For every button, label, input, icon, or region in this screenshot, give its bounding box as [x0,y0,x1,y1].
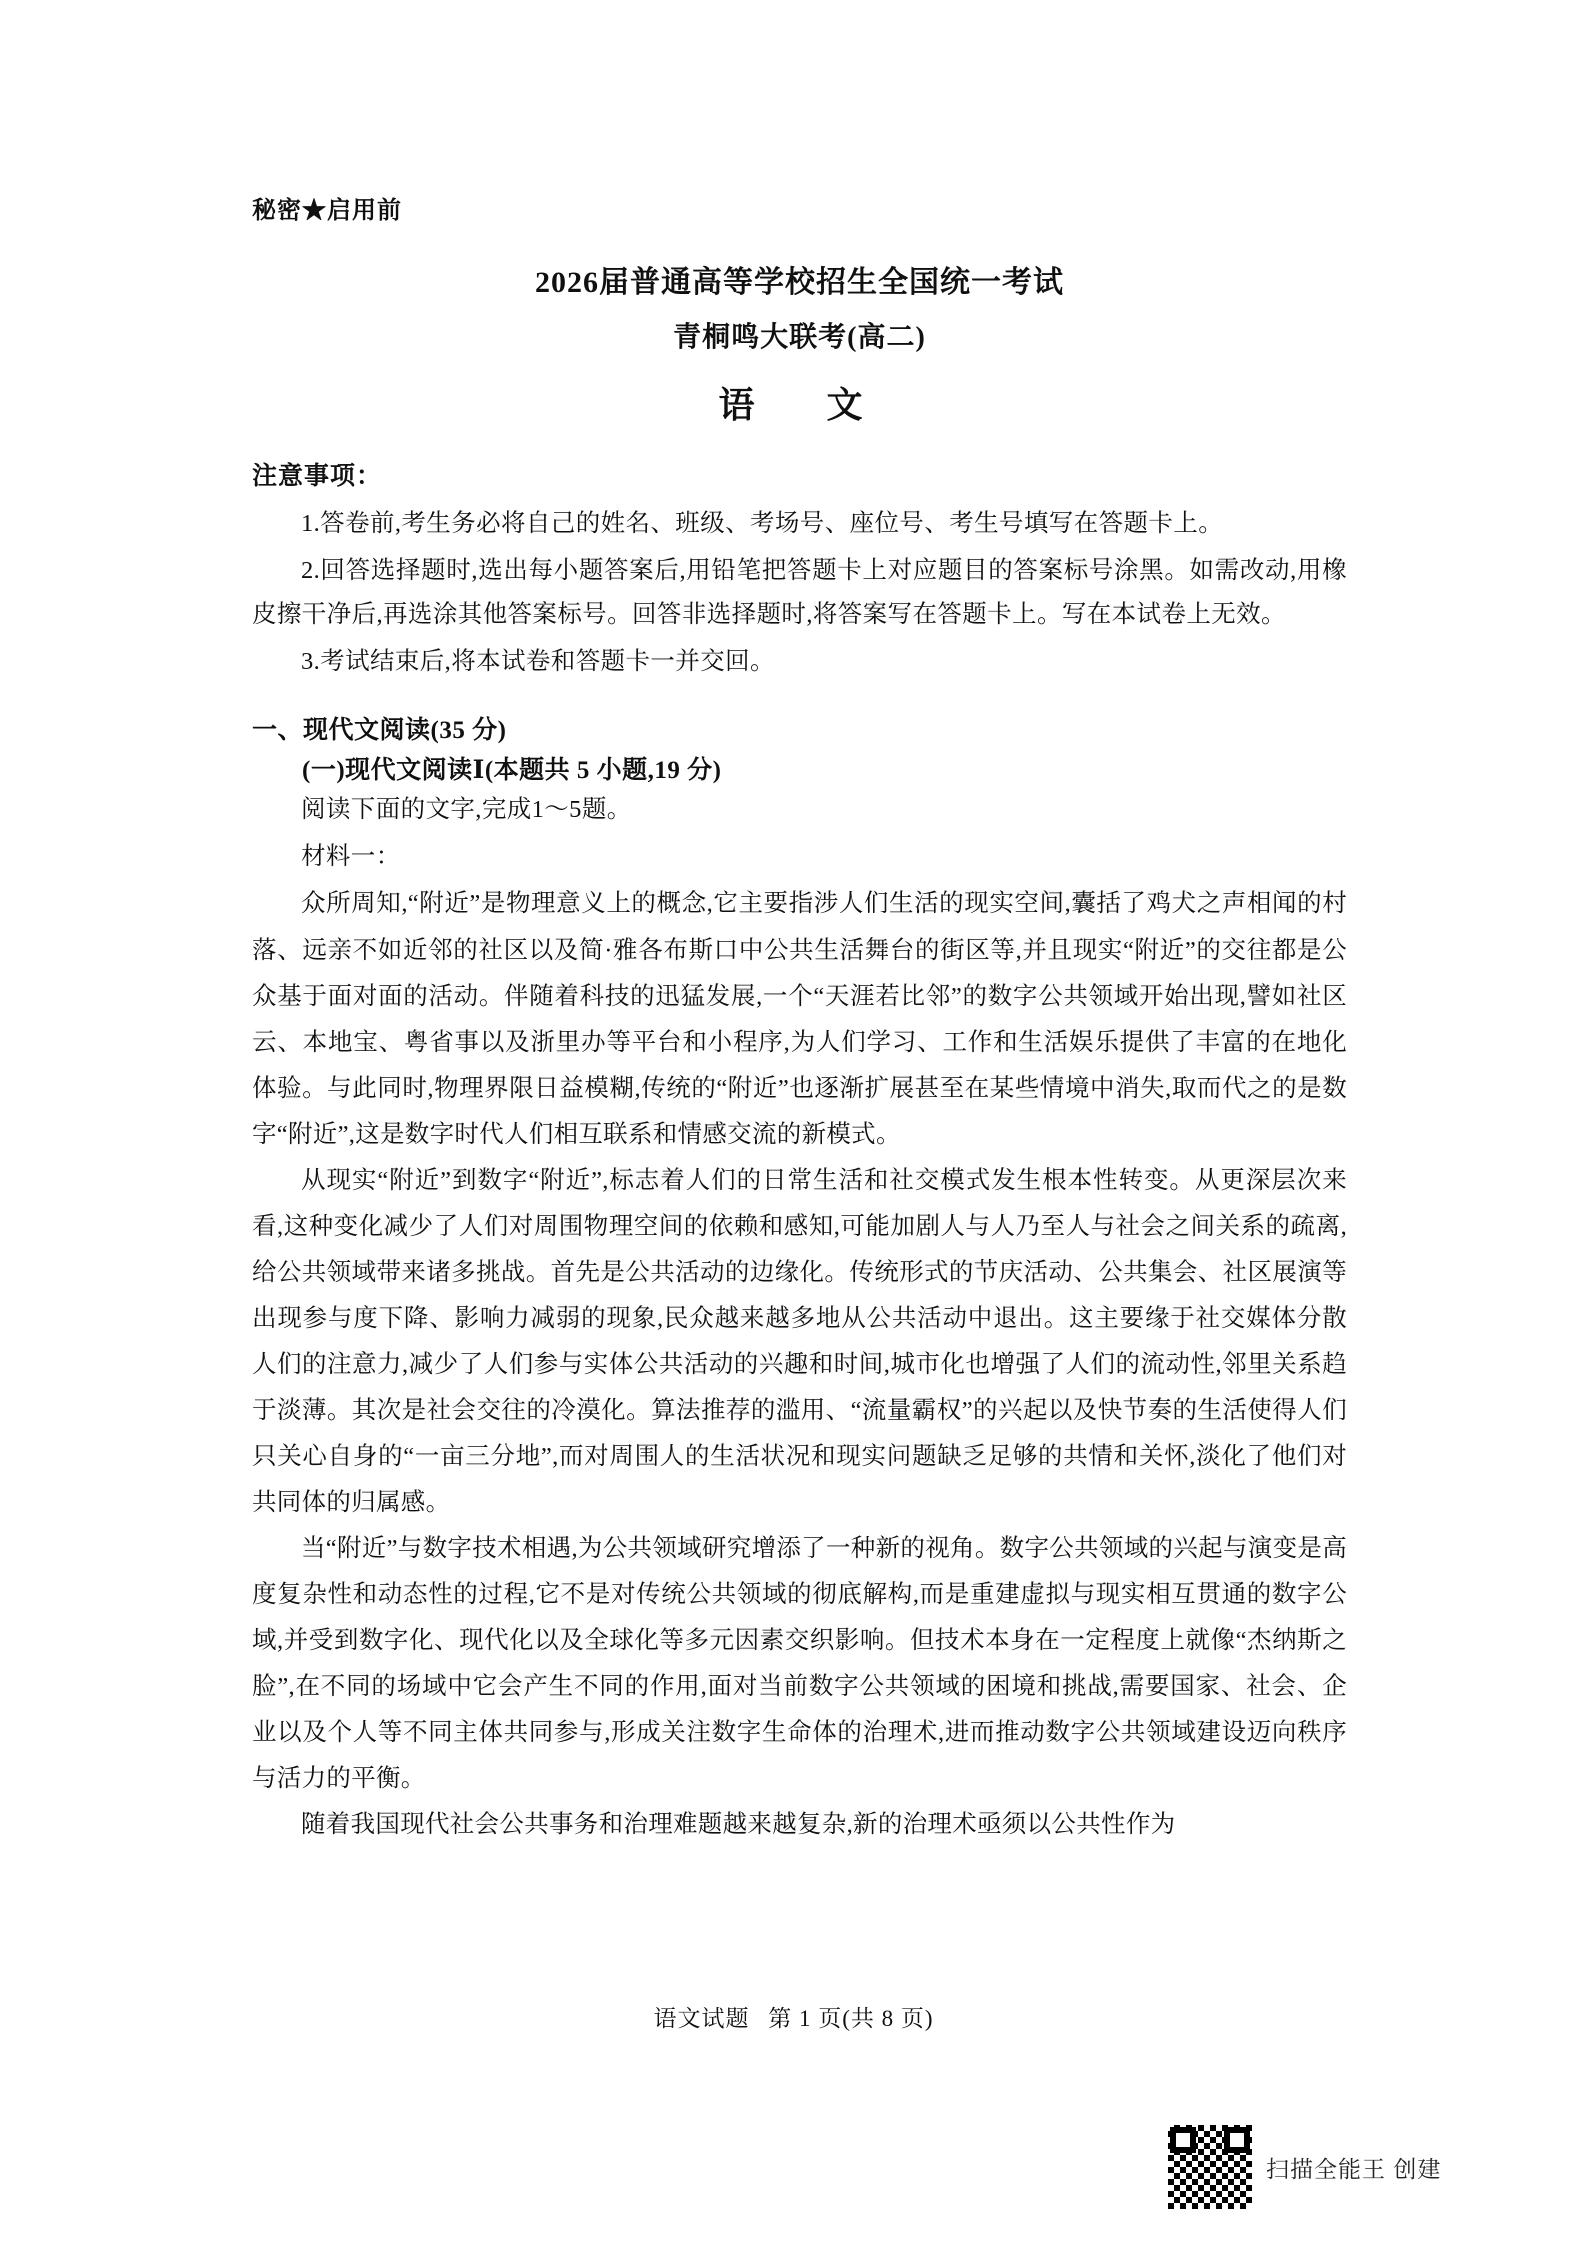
notice-item-2: 2.回答选择题时,选出每小题答案后,用铅笔把答题卡上对应题目的答案标号涂黑。如需改动,用橡皮擦干净后,再选涂其他答案标号。回答非选择题时,将答案写在答题卡上。写在本试卷上无效。 [252,556,1347,629]
body-paragraph: 从现实“附近”到数字“附近”,标志着人们的日常生活和社交模式发生根本性转变。从更深层次来看,这种变化减少了人们对周围物理空间的依赖和感知,可能加剧人与人乃至人与社会之间关系的疏离,给公共领域带来诸多挑战。首先是公共活动的边缘化。传统形式的节庆活动、公共集会、社区展演等出现参与度下降、影响力减弱的现象,民众越来越多地从公共活动中退出。这主要缘于社交媒体分散人们的注意力,减少了人们参与实体公共活动的兴趣和时间,城市化也增强了人们的流动性,邻里关系趋于淡薄。其次是社会交往的冷漠化。算法推荐的滥用、“流量霸权”的兴起以及快节奏的生活使得人们只关心自身的“一亩三分地”,而对周围人的生活状况和现实问题缺乏足够的共情和关怀,淡化了他们对共同体的归属感。 [252,1166,1347,1517]
section-heading: 一、现代文阅读(35 分) [252,717,507,745]
section-sub-heading: (一)现代文阅读Ⅰ(本题共 5 小题,19 分) [302,757,722,785]
qr-code-icon [1168,2125,1252,2209]
page-footer [0,2000,1587,2033]
exam-title-block [252,257,1347,428]
page-content [252,190,1347,1848]
body-paragraph: 众所周知,“附近”是物理意义上的概念,它主要指涉人们生活的现实空间,囊括了鸡犬之声相闻的村落、远亲不如近邻的社区以及简·雅各布斯口中公共生活舞台的街区等,并且现实“附近”的交往都是公众基于面对面的活动。伴随着科技的迅猛发展,一个“天涯若比邻”的数字公共领域开始出现,譬如社区云、本地宝、粤省事以及浙里办等平台和小程序,为人们学习、工作和生活娱乐提供了丰富的在地化体验。与此同时,物理界限日益模糊,传统的“附近”也逐渐扩展甚至在某些情境中消失,取而代之的是数字“附近”,这是数字时代人们相互联系和情感交流的新模式。 [252,890,1347,1148]
notice-item-3: 3.考试结束后,将本试卷和答题卡一并交回。 [301,647,775,675]
subject-title: 语 文 [718,385,881,425]
body-paragraph: 当“附近”与数字技术相遇,为公共领域研究增添了一种新的视角。数字公共领域的兴起与演变是高度复杂性和动态性的过程,它不是对传统公共领域的彻底解构,而是重建虚拟与现实相互贯通的数字公域,并受到数字化、现代化以及全球化等多元因素交织影响。但技术本身在一定程度上就像“杰纳斯之脸”,在不同的场域中它会产生不同的作用,面对当前数字公共领域的困境和挑战,需要国家、社会、企业以及个人等不同主体共同参与,形成关注数字生命体的治理术,进而推动数字公共领域建设迈向秩序与活力的平衡。 [252,1535,1347,1793]
secret-label: 秘密★启用前 [252,198,402,224]
footer-page-label: 第 1 页(共 8 页) [768,2006,934,2031]
watermark [1168,2125,1441,2209]
body-paragraph: 随着我国现代社会公共事务和治理难题越来越复杂,新的治理术亟须以公共性作为 [301,1811,1176,1839]
notice-heading: 注意事项： [252,463,383,490]
footer-subject-label: 语文试题 [653,2006,750,2031]
notice-item-1: 1.答卷前,考生务必将自己的姓名、班级、考场号、座位号、考生号填写在答题卡上。 [301,510,1224,537]
material-label: 材料一： [301,842,401,870]
section-instruction: 阅读下面的文字,完成1～5题。 [301,796,632,824]
exam-title: 2026届普通高等学校招生全国统一考试 [535,266,1064,299]
watermark-text: 扫描全能王 创建 [1266,2155,1442,2182]
exam-subtitle: 青桐鸣大联考(高二) [673,322,926,353]
